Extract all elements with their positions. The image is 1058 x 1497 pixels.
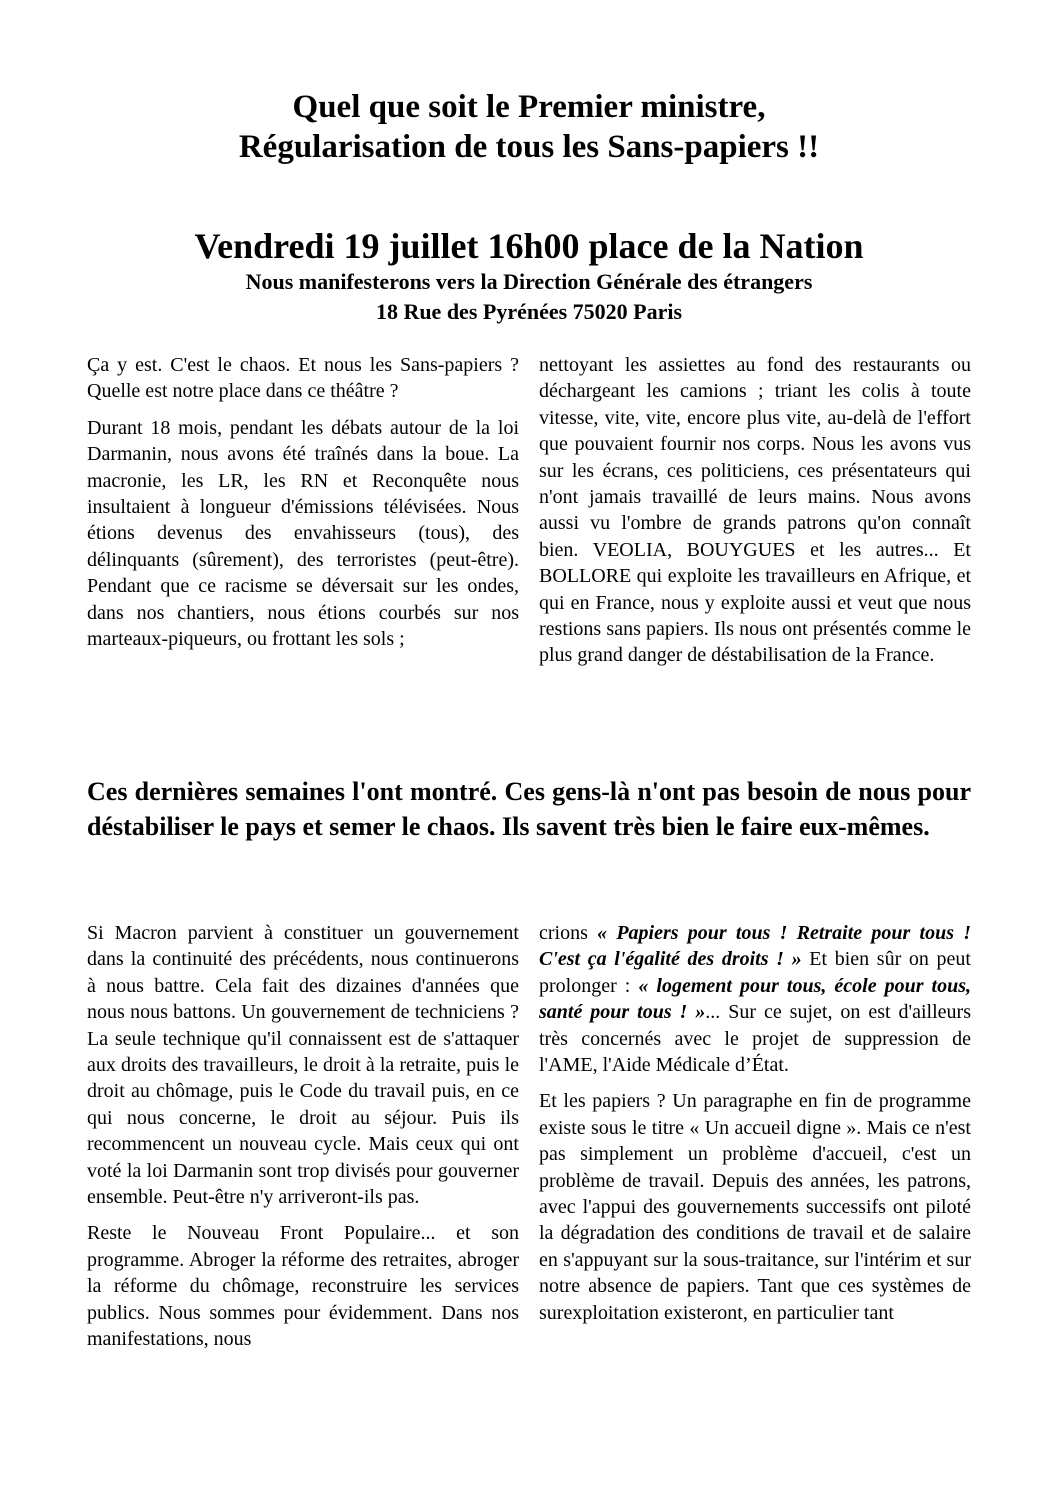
paragraph: Ça y est. C'est le chaos. Et nous les Sans-papiers ? Quelle est notre place dans ce théâtre ? [87, 354, 519, 403]
main-title [60, 87, 998, 167]
event-heading: Vendredi 19 juillet 16h00 place de la Nation [194, 226, 864, 266]
paragraph [539, 920, 971, 1078]
paragraph: Durant 18 mois, pendant les débats autour de la loi Darmanin, nous avons été traînés dans la boue. La macronie, les LR, les RN et Reconquête nous insultaient à longueur d'émissions télévisées. Nous étions devenus des envahisseurs (tous), des délinquants (sûrement), des terroristes (peut-être). Pendant que ce racisme se déversait sur les ondes, dans nos chantiers, nous étions courbés sur nos marteaux-piqueurs, ou frottant les sols ; [87, 416, 519, 651]
section2-column-right [539, 920, 971, 1336]
paragraph: Reste le Nouveau Front Populaire... et son programme. Abroger la réforme des retraites, abroger la réforme du chômage, reconstruire les services publics. Nous sommes pour évidemment. Dans nos manifestations, nous [87, 1222, 519, 1351]
paragraph: nettoyant les assiettes au fond des restaurants ou déchargeant les camions ; triant les colis à toute vitesse, vite, vite, encore plus vite, au-delà de l'effort que pouvaient fournir nos corps. Nous les avons vus sur les écrans, ces politiciens, ces présentateurs qui n'ont jamais travaillé de leurs mains. Nous avons aussi vu l'ombre de grands patrons qu'on connaît bien. VEOLIA, BOUYGUES et les autres... Et BOLLORE qui exploite les travailleurs en Afrique, et qui en France, nous y exploite aussi et veut que nous restions sans papiers. Ils nous ont présentés comme le plus grand danger de déstabilisation de la France. [539, 354, 971, 667]
section1-column-right [539, 352, 971, 679]
paragraph: Et les papiers ? Un paragraphe en fin de programme existe sous le titre « Un accueil digne ». Mais ce n'est pas simplement un problème d'accueil, c'est un problème de travail. Depuis des années, les patrons, avec l'appui des gouvernements successifs ont piloté la dégradation des conditions de travail et de salaire en s'appuyant sur la sous-traitance, sur l'intérim et sur notre absence de papiers. Tant que ces systèmes de surexploitation existeront, en particulier tant [539, 1090, 971, 1324]
title-line-1: Quel que soit le Premier ministre, [292, 89, 766, 125]
callout-statement: Ces dernières semaines l'ont montré. Ces gens-là n'ont pas besoin de nous pour déstabiliser le pays et semer le chaos. Ils savent très bien le faire eux-mêmes. [87, 777, 971, 841]
paragraph: Si Macron parvient à constituer un gouvernement dans la continuité des précédents, nous continuerons à nous battre. Cela fait des dizaines d'années que nous nous battons. Un gouvernement de techniciens ? La seule technique qu'il connaissent est de s'attaquer aux droits des travailleurs, le droit à la retraite, puis le droit au chômage, puis le Code du travail puis, en ce qui nous concerne, le droit au séjour. Puis ils recommencent un nouveau cycle. Mais ceux qui ont voté la loi Darmanin sont trop divisés pour gouverner ensemble. Peut-être n'y arriveront-ils pas. [87, 922, 519, 1209]
route-subheading [60, 267, 998, 327]
route-line-1: Nous manifesterons vers la Direction Générale des étrangers [245, 269, 813, 294]
slogan-quote: « logement pour tous, école pour tous, santé pour tous ! » [539, 974, 971, 1024]
text-run: ... Sur ce sujet, on est d'ailleurs très concernés avec le projet de suppression de l'AME, l'Aide Médicale d’État. [539, 1001, 971, 1077]
text-run: Et bien sûr on peut prolonger : [539, 948, 971, 997]
section2-column-left [87, 920, 519, 1363]
title-line-2: Régularisation de tous les Sans-papiers !! [238, 129, 820, 165]
slogan-quote: « Papiers pour tous ! Retraite pour tous ! C'est ça l'égalité des droits ! » [539, 922, 971, 971]
route-address: 18 Rue des Pyrénées 75020 Paris [375, 299, 683, 324]
text-run: crions [539, 922, 598, 944]
section1-column-left [87, 352, 519, 662]
